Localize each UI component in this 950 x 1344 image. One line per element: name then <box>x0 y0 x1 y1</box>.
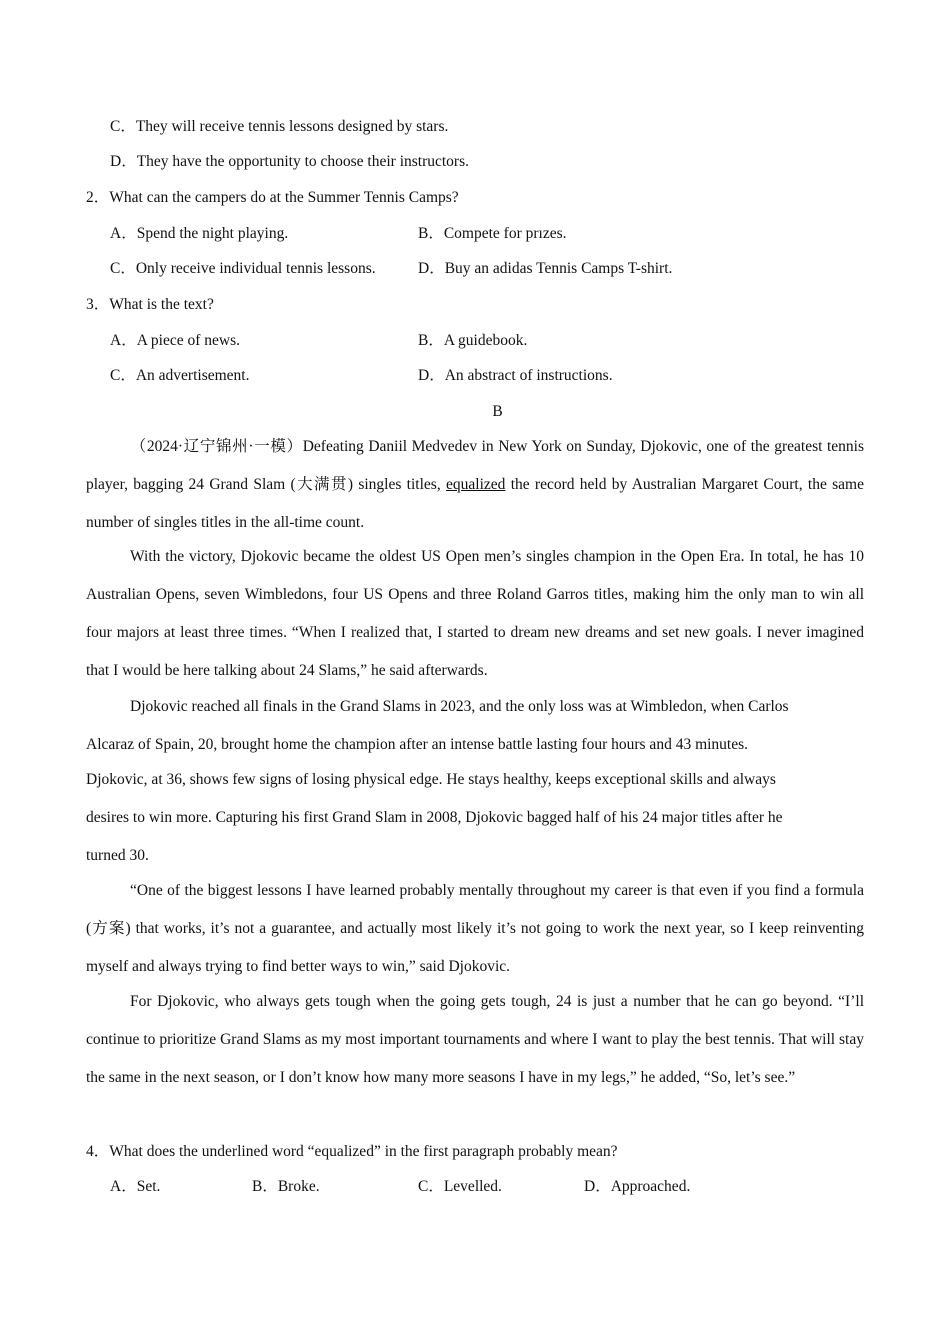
q3-option-b: B．A guidebook. <box>418 332 528 349</box>
q1-option-d: D．They have the opportunity to choose their instructors. <box>110 153 470 170</box>
q2-option-c: C．Only receive individual tennis lessons. <box>110 260 376 277</box>
q4-stem: 4．What does the underlined word “equalized” in the first paragraph probably mean? <box>86 1143 618 1160</box>
passage-heading: B <box>492 403 503 420</box>
passage-paragraph-5: For Djokovic, who always gets tough when the going gets tough, 24 is just a number that he can go beyond. “I’ll continue to prioritize Grand Slams as my most important tournaments and where I want to play the best tennis. That will stay the same in the next season, or I don’t know how many more seasons I have in my legs,” he added, “So, let’s see.” <box>86 993 864 1086</box>
passage-paragraph-3-line-3: Djokovic, at 36, shows few signs of losing physical edge. He stays healthy, keeps exceptional skills and always <box>86 771 776 788</box>
q3-option-a: A．A piece of news. <box>110 332 240 349</box>
passage-paragraph-3-line-4: desires to win more. Capturing his first Grand Slam in 2008, Djokovic bagged half of his 24 major titles after he <box>86 809 783 826</box>
passage-paragraph-3-line-2: Alcaraz of Spain, 20, brought home the champion after an intense battle lasting four hours and 43 minutes. <box>86 736 749 753</box>
q3-option-d: D．An abstract of instructions. <box>418 367 613 384</box>
passage-paragraph-1: （2024·辽宁锦州·一模）Defeating Daniil Medvedev in New York on Sunday, Djokovic, one of the greatest tennis player, bagging 24 Grand Slam (大满贯) singles titles, equalized the record held by Australian Margaret Court, the same number of singles titles in the all-time count. <box>86 438 864 531</box>
underlined-word: equalized <box>446 476 506 493</box>
q2-stem: 2．What can the campers do at the Summer Tennis Camps? <box>86 189 459 206</box>
q4-option-c: C．Levelled. <box>418 1178 502 1195</box>
source-tag: （2024·辽宁锦州·一模） <box>130 438 303 455</box>
q4-option-d: D．Approached. <box>584 1178 691 1195</box>
q4-option-b: B．Broke. <box>252 1178 320 1195</box>
passage-paragraph-2: With the victory, Djokovic became the oldest US Open men’s singles champion in the Open Era. In total, he has 10 Australian Opens, seven Wimbledons, four US Opens and three Roland Garros titles, making him the only man to win all four majors at least three times. “When I realized that, I started to dream new dreams and set new goals. I never imagined that I would be here talking about 24 Slams,” he said afterwards. <box>86 548 864 679</box>
passage-paragraph-3-line-5: turned 30. <box>86 847 149 864</box>
q1-option-c: C．They will receive tennis lessons designed by stars. <box>110 118 449 135</box>
q2-option-b: B．Compete for prızes. <box>418 225 567 242</box>
q3-stem: 3．What is the text? <box>86 296 214 313</box>
passage-paragraph-4: “One of the biggest lessons I have learned probably mentally throughout my career is that even if you find a formula (方案) that works, it’s not a guarantee, and actually most likely it’s not going to work the next year, so I keep reinventing myself and always trying to find better ways to win,” said Djokovic. <box>86 882 864 975</box>
q2-option-a: A．Spend the night playing. <box>110 225 289 242</box>
q2-option-d: D．Buy an adidas Tennis Camps T-shirt. <box>418 260 673 277</box>
passage-paragraph-3-line-1: Djokovic reached all finals in the Grand Slams in 2023, and the only loss was at Wimbledon, when Carlos <box>130 698 789 715</box>
q3-option-c: C．An advertisement. <box>110 367 250 384</box>
q4-option-a: A．Set. <box>110 1178 161 1195</box>
